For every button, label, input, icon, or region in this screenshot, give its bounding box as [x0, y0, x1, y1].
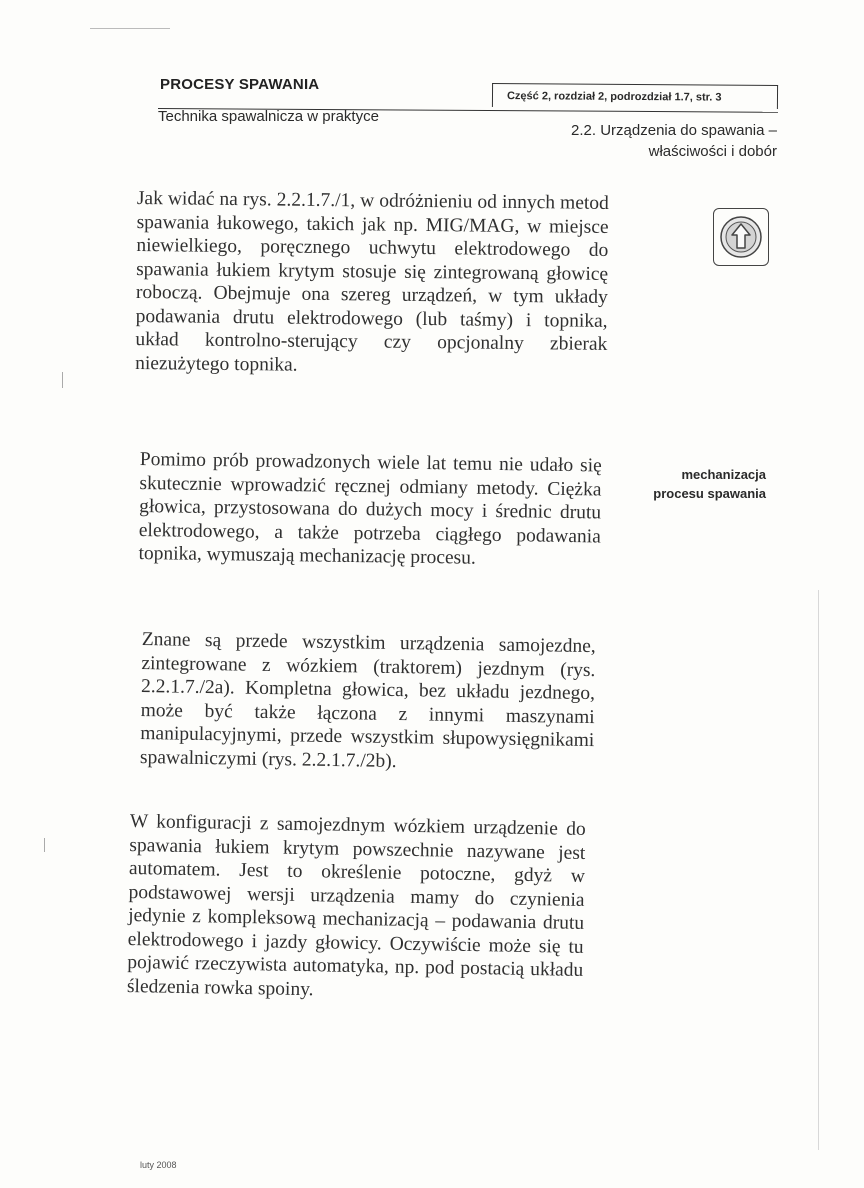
publication-subtitle: Technika spawalnicza w praktyce — [158, 108, 379, 125]
paragraph-2: Pomimo prób prowadzonych wiele lat temu nie udało się skutecznie wprowadzić ręcznej odmiany metody. Ciężka głowica, przystosowana do dużych mocy i średnic drutu elektrodowego, a także potrzeba ciągłego podawania topnika, wymuszają mechanizację procesu. — [138, 448, 602, 569]
section-heading-line-1: 2.2. Urządzenia do spawania – — [571, 122, 777, 139]
section-heading-line-2: właściwości i dobór — [648, 143, 777, 160]
section-heading — [500, 120, 777, 162]
scan-artifact-top — [90, 28, 170, 29]
paragraph-4: W konfiguracji z samojezdnym wózkiem urządzenie do spawania łukiem krytym powszechnie nazywane jest automatem. Jest to określenie potoczne, gdyż w podstawowej wersji urządzenia mamy do czynienia jedynie z kompleksową mechanizacją – podawania drutu elektrodowego i jazdy głowicy. Oczywiście może się tu pojawić rzeczywista automatyka, np. pod postacią układu śledzenia rowka spoiny. — [126, 810, 586, 1000]
footer-date: luty 2008 — [140, 1160, 177, 1170]
margin-note-line-1: mechanizacja — [681, 467, 766, 482]
margin-note-line-2: procesu spawania — [653, 486, 766, 501]
scan-artifact-left-1 — [62, 372, 63, 388]
paragraph-1: Jak widać na rys. 2.2.1.7./1, w odróżnieniu od innych metod spawania łukowego, takich jak np. MIG/MAG, w miejsce niewielkiego, poręcznego uchwytu elektrodowego do spawania łukiem krytym stosuje się zintegrowaną głowicę roboczą. Obejmuje ona szereg urządzeń, w tym układy podawania drutu elektrodowego (lub taśmy) i topnika, układ kontrolno-sterujący czy opcjonalny zbierak niezużytego topnika. — [135, 187, 609, 376]
publication-title: PROCESY SPAWANIA — [160, 76, 320, 93]
chapter-location-box: Część 2, rozdział 2, podrozdział 1.7, str. 3 — [492, 83, 778, 109]
scan-artifact-left-2 — [44, 838, 45, 852]
margin-note — [600, 465, 766, 503]
paragraph-3: Znane są przede wszystkim urządzenia samojezdne, zintegrowane z wózkiem (traktorem) jezdnym (rys. 2.2.1.7./2a). Kompletna głowica, bez układu jezdnego, może być także łączona z innymi maszynami manipulacyjnymi, przede wszystkim słupowysięgnikami spawalniczymi (rys. 2.2.1.7./2b). — [139, 628, 596, 772]
arrow-up-icon — [713, 208, 769, 266]
scan-artifact-right-edge — [818, 590, 819, 1150]
